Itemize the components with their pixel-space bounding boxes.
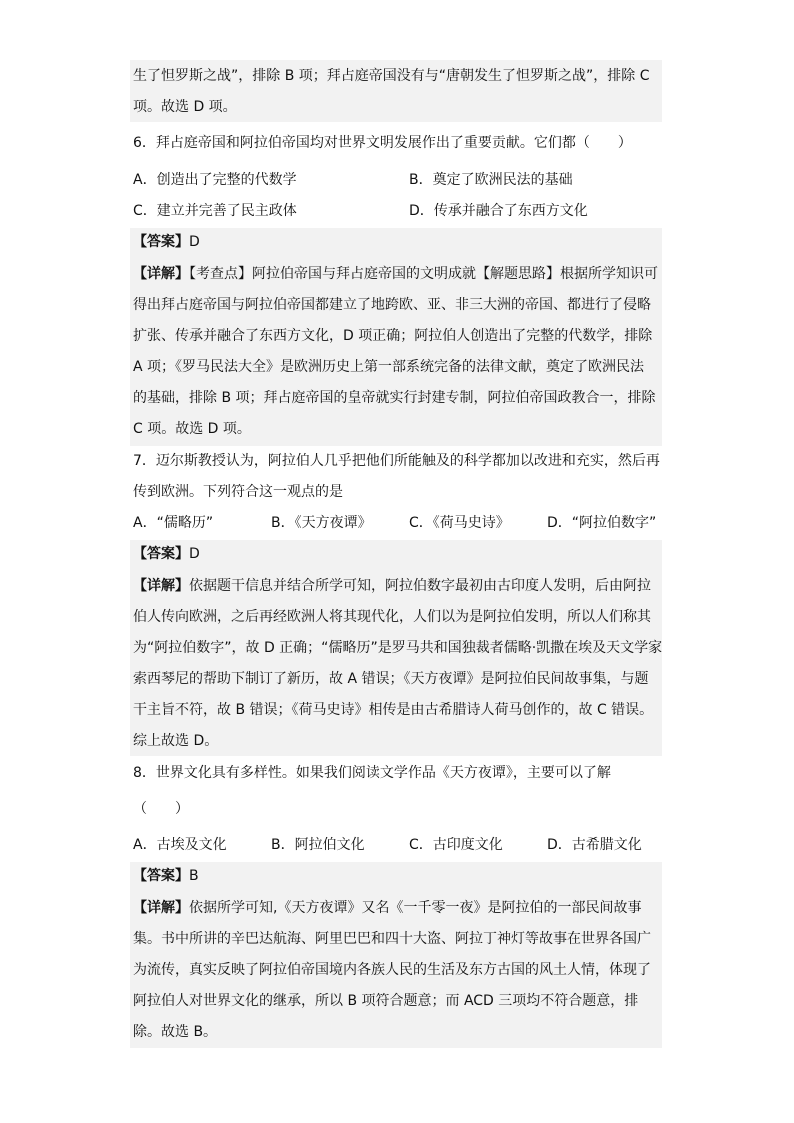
q8-detail-line: 为流传，真实反映了阿拉伯帝国境内各族人民的生活及东方古国的风土人情，体现了 (133, 962, 651, 978)
detail-text: 【考查点】阿拉伯帝国与拜占庭帝国的文明成就【解题思路】根据所学知识可 (189, 266, 658, 282)
q8-option-c: C．古印度文化 (409, 837, 503, 853)
q8-answer-panel (130, 862, 662, 1048)
q6-detail-line: 的基础，排除 B 项；拜占庭帝国的皇帝就实行封建专制，阿拉伯帝国政教合一，排除 (133, 390, 656, 406)
q6-stem: 6．拜占庭帝国和阿拉伯帝国均对世界文明发展作出了重要贡献。它们都（ ） (133, 135, 632, 151)
q6-detail-line: 扩张、传承并融合了东西方文化，D 项正确；阿拉伯人创造出了完整的代数学，排除 (133, 328, 653, 344)
answer-value: D (189, 234, 200, 250)
prev-detail-line: 生了怛罗斯之战”，排除 B 项；拜占庭帝国没有与“唐朝发生了怛罗斯之战”，排除 C (133, 68, 650, 84)
q8-detail-line (133, 898, 641, 918)
prev-detail-line: 项。故选 D 项。 (133, 99, 237, 115)
q7-option-b: B．《天方夜谭》 (271, 515, 372, 531)
detail-tag: 【详解】 (133, 578, 189, 594)
q8-stem: 8．世界文化具有多样性。如果我们阅读文学作品《天方夜谭》，主要可以了解 (133, 765, 611, 781)
q7-detail-line: 干主旨不符，故 B 错误；《荷马史诗》相传是由古希腊诗人荷马创作的，故 C 错误。 (133, 702, 654, 718)
q8-answer (133, 866, 199, 886)
q6-option-a: A．创造出了完整的代数学 (133, 172, 297, 188)
q6-detail-line: A 项；《罗马民法大全》是欧洲历史上第一部系统完备的法律文献，奠定了欧洲民法 (133, 359, 645, 375)
q7-answer (133, 544, 200, 564)
q6-detail-line: 得出拜占庭帝国与阿拉伯帝国都建立了地跨欧、亚、非三大洲的帝国、都进行了侵略 (133, 297, 651, 313)
q7-detail-line: 伯人传向欧洲，之后再经欧洲人将其现代化，人们以为是阿拉伯发明，所以人们称其 (133, 609, 651, 625)
q7-option-a: A．“儒略历” (133, 515, 214, 531)
q7-option-c: C．《荷马史诗》 (409, 515, 510, 531)
answer-value: D (189, 546, 200, 562)
q6-option-c: C．建立并完善了民主政体 (133, 203, 297, 219)
q7-detail-line: 为“阿拉伯数字”，故 D 正确；“儒略历”是罗马共和国独裁者儒略·凯撒在埃及天文学家 (133, 640, 663, 656)
q7-stem: 7．迈尔斯教授认为，阿拉伯人几乎把他们所能触及的科学都加以改进和充实，然后再 (133, 453, 660, 469)
q8-detail-line: 阿拉伯人对世界文化的继承，所以 B 项符合题意；而 ACD 三项均不符合题意，排 (133, 993, 639, 1009)
answer-value: B (189, 868, 199, 884)
q6-option-b: B．奠定了欧洲民法的基础 (409, 172, 573, 188)
answer-tag: 【答案】 (133, 546, 189, 562)
q6-answer (133, 232, 200, 252)
q8-option-b: B．阿拉伯文化 (271, 837, 365, 853)
q7-option-d: D．“阿拉伯数字” (547, 515, 657, 531)
q8-option-d: D．古希腊文化 (547, 837, 642, 853)
q6-detail-line: C 项。故选 D 项。 (133, 421, 251, 437)
q7-detail-line: 综上故选 D。 (133, 733, 219, 749)
answer-tag: 【答案】 (133, 868, 189, 884)
q8-detail-line: 除。故选 B。 (133, 1024, 218, 1040)
q7-detail-line (133, 576, 651, 596)
q7-detail-line: 索西琴尼的帮助下制订了新历，故 A 错误；《天方夜谭》是阿拉伯民间故事集，与题 (133, 671, 649, 687)
q8-paren: （ ） (133, 801, 189, 817)
q6-option-d: D．传承并融合了东西方文化 (409, 203, 588, 219)
q8-option-a: A．古埃及文化 (133, 837, 227, 853)
detail-text: 依据所学可知,《天方夜谭》又名《一千零一夜》是阿拉伯的一部民间故事 (189, 900, 642, 916)
detail-tag: 【详解】 (133, 900, 189, 916)
answer-tag: 【答案】 (133, 234, 189, 250)
q8-detail-line: 集。书中所讲的辛巴达航海、阿里巴巴和四十大盗、阿拉丁神灯等故事在世界各国广 (133, 931, 651, 947)
detail-text: 依据题干信息并结合所学可知，阿拉伯数字最初由古印度人发明，后由阿拉 (189, 578, 651, 594)
q6-detail-line (133, 264, 658, 284)
detail-tag: 【详解】 (133, 266, 189, 282)
q7-stem: 传到欧洲。下列符合这一观点的是 (133, 484, 343, 500)
